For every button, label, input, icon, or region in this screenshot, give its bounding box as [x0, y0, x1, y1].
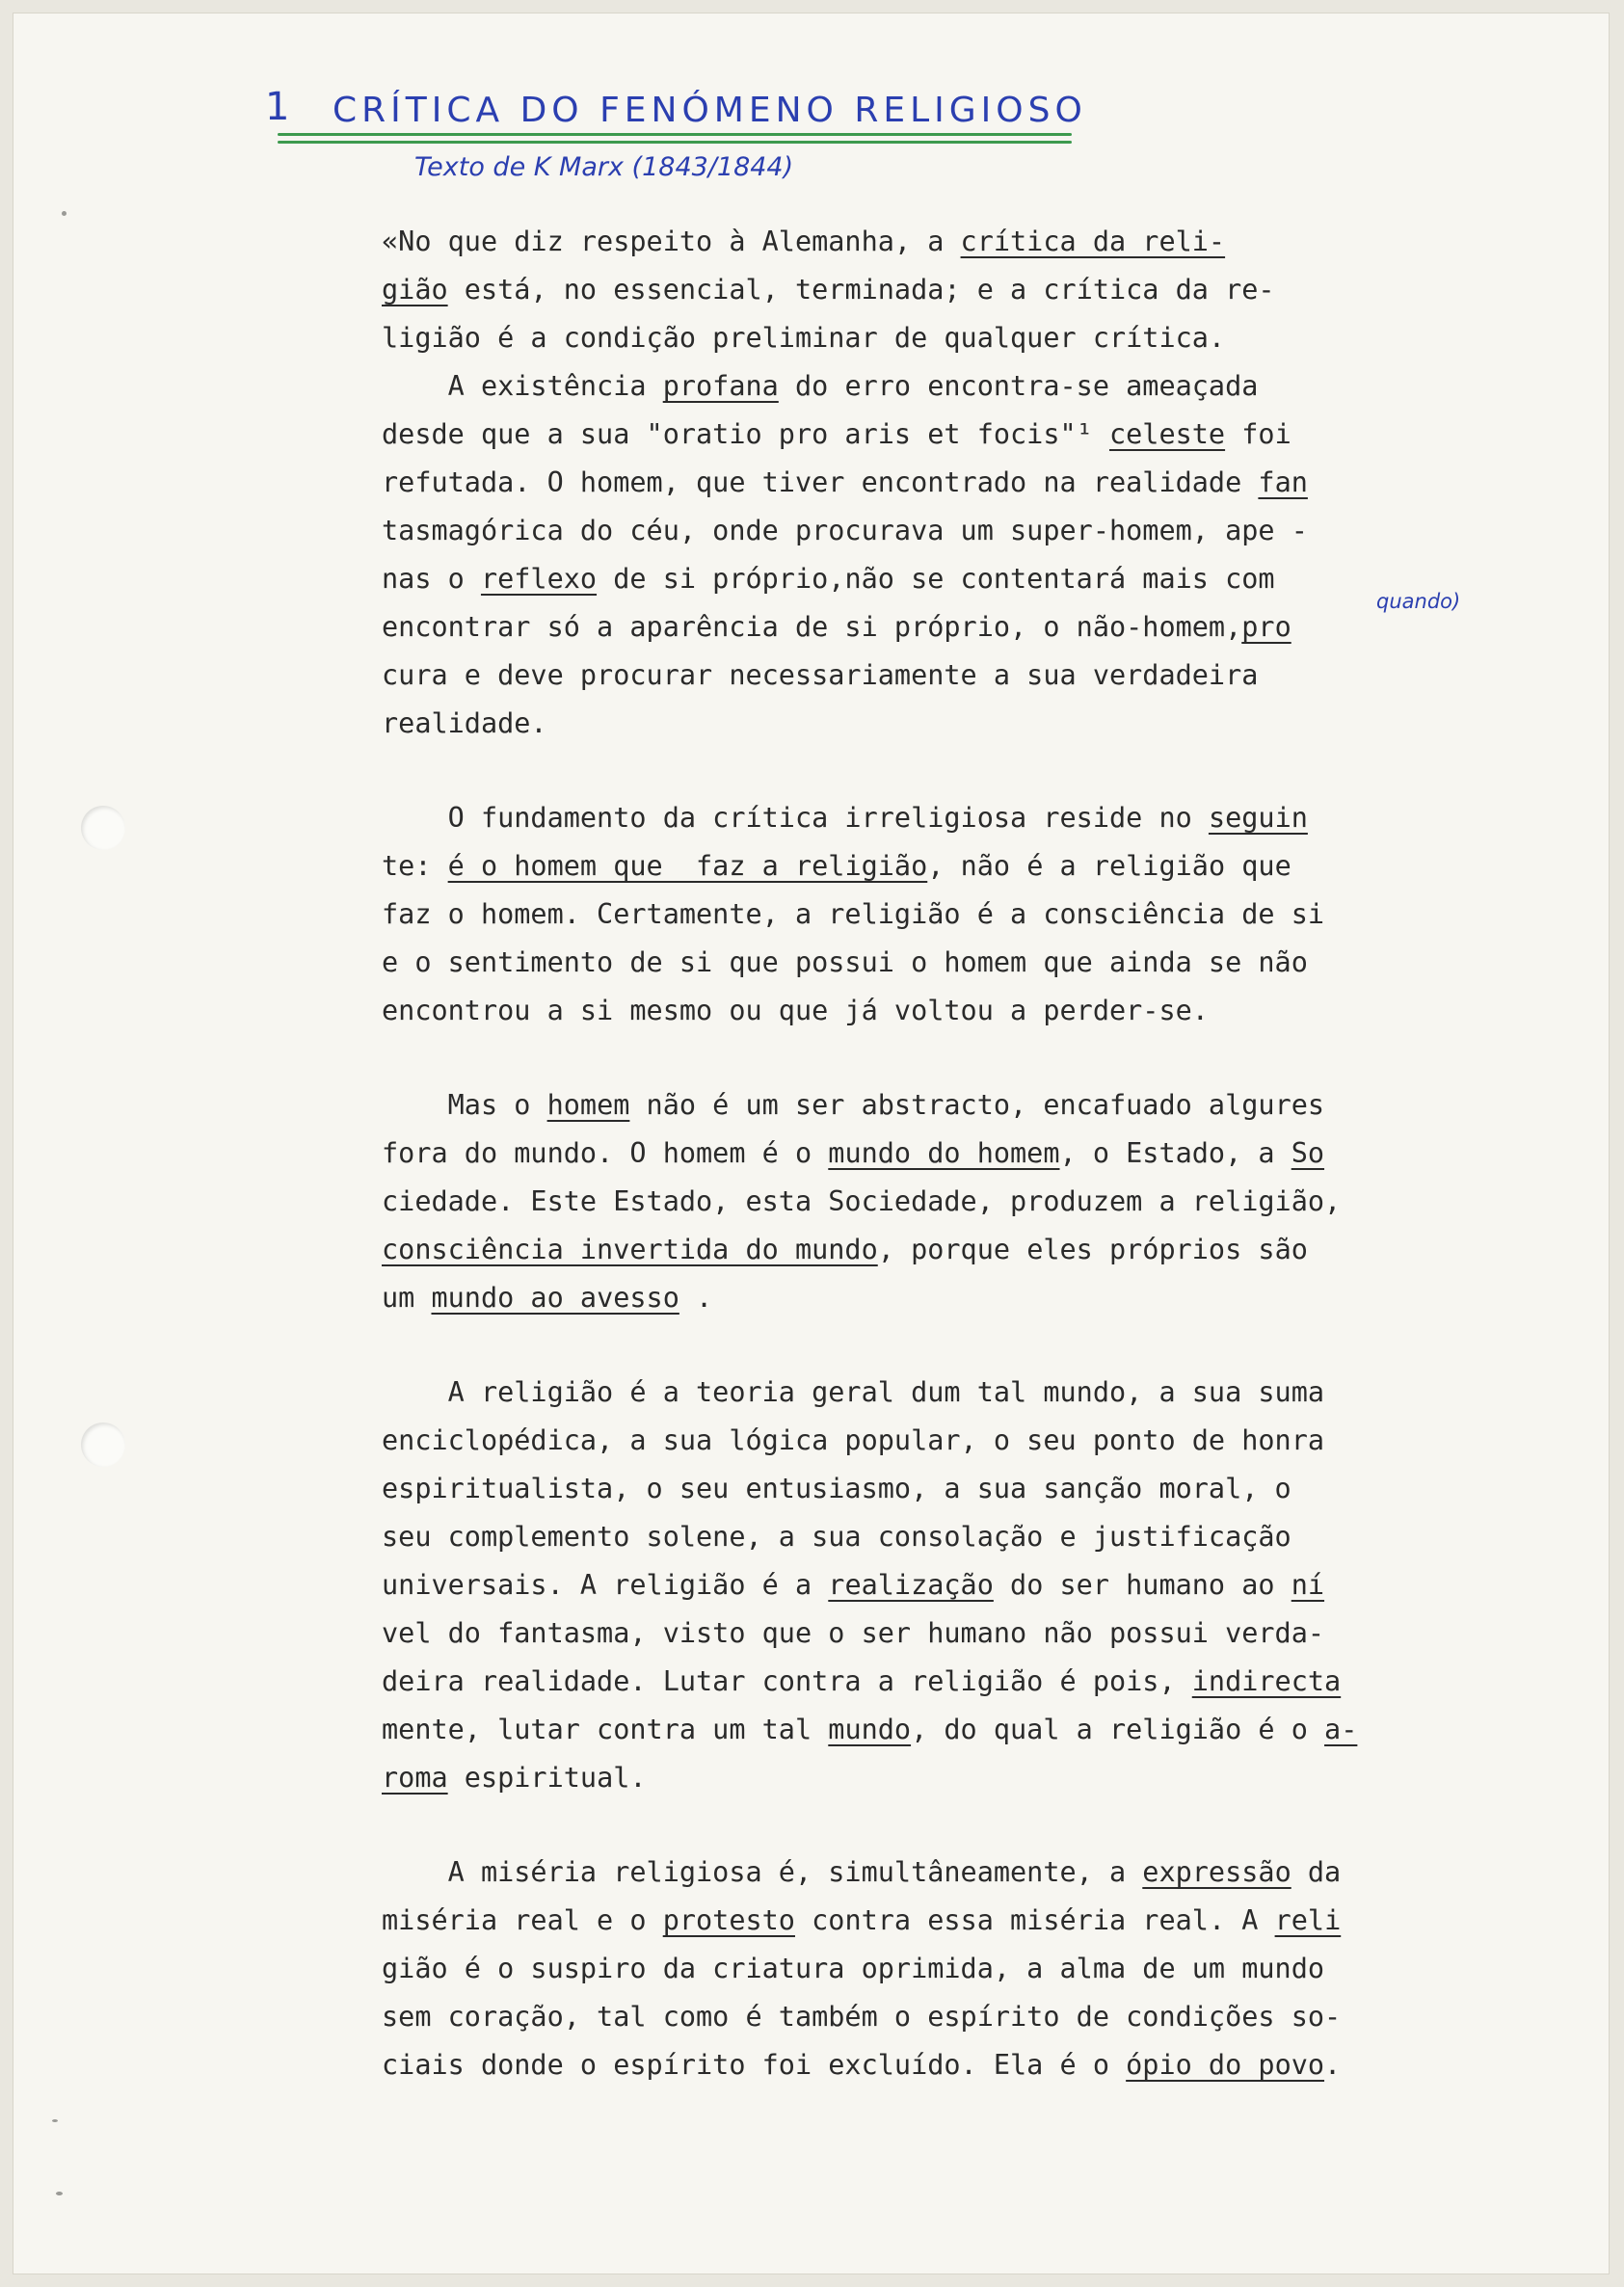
- underlined-text: expressão: [1142, 1856, 1291, 1888]
- underlined-text: celeste: [1108, 418, 1226, 450]
- text-line: [382, 700, 1514, 748]
- text-run: Mas o: [382, 1089, 547, 1121]
- text-run: refutada. O homem, que tiver encontrado na realidade: [382, 466, 1259, 498]
- text-run: espiritual.: [447, 1762, 647, 1794]
- text-line: [382, 987, 1514, 1035]
- text-line: [382, 362, 1514, 411]
- text-run: contra essa miséria real. A: [794, 1904, 1275, 1936]
- underlined-text: mundo do homem: [828, 1137, 1060, 1169]
- underlined-text: indirecta: [1191, 1665, 1342, 1697]
- text-run: A existência: [382, 370, 663, 402]
- text-run: desde que a sua "oratio pro aris et focis"¹: [382, 418, 1109, 450]
- text-line: [382, 218, 1514, 266]
- text-line: [382, 411, 1514, 459]
- punch-hole-bottom: [81, 1423, 125, 1467]
- underlined-text: fan: [1258, 466, 1308, 498]
- text-run: .: [1324, 2049, 1342, 2081]
- underlined-text: reflexo: [480, 563, 598, 595]
- text-run: vel do fantasma, visto que o ser humano não possui verda-: [382, 1617, 1325, 1649]
- handwritten-subtitle: Texto de K Marx (1843/1844): [414, 152, 794, 182]
- text-run: , do qual a religião é o: [911, 1714, 1325, 1745]
- text-line: [382, 1706, 1514, 1754]
- paper-speck: [52, 2119, 58, 2122]
- text-run: mente, lutar contra um tal: [382, 1714, 829, 1745]
- text-line: [382, 1609, 1514, 1658]
- underlined-text: mundo: [828, 1714, 912, 1745]
- paragraph: [382, 1081, 1514, 1322]
- text-run: um: [382, 1282, 432, 1314]
- text-line: [382, 1081, 1514, 1130]
- text-line: [382, 1658, 1514, 1706]
- underlined-text: seguin: [1208, 802, 1308, 834]
- text-line: [382, 459, 1514, 507]
- text-line: [382, 1848, 1514, 1897]
- text-run: fora do mundo. O homem é o: [382, 1137, 829, 1169]
- text-run: enciclopédica, a sua lógica popular, o seu ponto de honra: [382, 1424, 1325, 1456]
- underlined-text: ópio do povo: [1126, 2049, 1325, 2081]
- text-line: [382, 1754, 1514, 1802]
- text-line: [382, 314, 1514, 362]
- text-run: do erro encontra-se ameaçada: [778, 370, 1259, 402]
- text-run: realidade.: [382, 707, 547, 739]
- paper-speck: [56, 2192, 63, 2195]
- paragraph: [382, 1848, 1514, 2089]
- text-run: , o Estado, a: [1059, 1137, 1291, 1169]
- underlined-text: ní: [1291, 1569, 1325, 1601]
- handwritten-insertion: quando): [1376, 590, 1461, 613]
- text-line: [382, 1465, 1514, 1513]
- text-line: [382, 794, 1514, 842]
- text-line: [382, 266, 1514, 314]
- text-line: [382, 1369, 1514, 1417]
- paragraph-gap: [382, 1802, 1514, 1848]
- text-run: está, no essencial, terminada; e a crítica da re-: [447, 274, 1275, 306]
- text-line: [382, 507, 1514, 555]
- underlined-text: realização: [828, 1569, 994, 1601]
- text-run: da: [1291, 1856, 1342, 1888]
- paragraph: [382, 1369, 1514, 1802]
- underlined-text: reli: [1274, 1904, 1342, 1936]
- underlined-text: protesto: [662, 1904, 795, 1936]
- underlined-text: homem: [546, 1089, 630, 1121]
- underlined-text: roma: [382, 1762, 448, 1794]
- text-run: universais. A religião é a: [382, 1569, 829, 1601]
- text-line: [382, 939, 1514, 987]
- text-run: sem coração, tal como é também o espírito de condições so-: [382, 2001, 1342, 2033]
- text-run: te:: [382, 850, 448, 882]
- text-line: [382, 1417, 1514, 1465]
- text-run: A religião é a teoria geral dum tal mundo, a sua suma: [382, 1376, 1325, 1408]
- text-run: foi: [1225, 418, 1291, 450]
- punch-hole-top: [81, 806, 125, 850]
- paragraph-gap: [382, 1322, 1514, 1369]
- text-run: deira realidade. Lutar contra a religião é pois,: [382, 1665, 1192, 1697]
- handwritten-title: CRÍTICA DO FENÓMENO RELIGIOSO: [333, 91, 1087, 130]
- text-line: [382, 1178, 1514, 1226]
- text-line: [382, 842, 1514, 891]
- text-run: miséria real e o: [382, 1904, 663, 1936]
- paragraph-gap: [382, 748, 1514, 794]
- text-run: encontrar só a aparência de si próprio, o não-homem,: [382, 611, 1242, 643]
- text-line: [382, 1130, 1514, 1178]
- text-run: encontrou a si mesmo ou que já voltou a perder-se.: [382, 995, 1209, 1026]
- underlined-text: pro: [1241, 611, 1291, 643]
- underlined-text: a-: [1324, 1714, 1358, 1745]
- text-line: [382, 1226, 1514, 1274]
- text-run: , porque eles próprios são: [877, 1234, 1308, 1265]
- text-line: [382, 603, 1514, 652]
- underlined-text: So: [1291, 1137, 1325, 1169]
- text-run: faz o homem. Certamente, a religião é a consciência de si: [382, 898, 1325, 930]
- underlined-text: gião: [382, 274, 448, 306]
- text-line: [382, 1897, 1514, 1945]
- paragraph: [382, 794, 1514, 1035]
- text-line: [382, 1993, 1514, 2041]
- text-run: gião é o suspiro da criatura oprimida, a alma de um mundo: [382, 1953, 1325, 1984]
- text-line: [382, 1945, 1514, 1993]
- text-run: .: [679, 1282, 713, 1314]
- text-line: [382, 1274, 1514, 1322]
- text-line: [382, 1513, 1514, 1561]
- title-underline-second: [278, 141, 1072, 144]
- text-line: [382, 2041, 1514, 2089]
- text-line: [382, 1561, 1514, 1609]
- text-run: seu complemento solene, a sua consolação e justificação: [382, 1521, 1291, 1553]
- text-run: do ser humano ao: [993, 1569, 1291, 1601]
- text-line: [382, 891, 1514, 939]
- text-run: A miséria religiosa é, simultâneamente, a: [382, 1856, 1143, 1888]
- text-run: , não é a religião que: [927, 850, 1291, 882]
- underlined-text: consciência invertida do mundo: [382, 1234, 878, 1265]
- text-run: O fundamento da crítica irreligiosa reside no: [382, 802, 1209, 834]
- text-run: de si próprio,não se contentará mais com: [597, 563, 1275, 595]
- text-run: ciedade. Este Estado, esta Sociedade, produzem a religião,: [382, 1185, 1342, 1217]
- text-run: não é um ser abstracto, encafuado algures: [629, 1089, 1325, 1121]
- paragraph-gap: [382, 1035, 1514, 1081]
- paragraph: [382, 218, 1514, 748]
- underlined-text: crítica da reli-: [960, 226, 1226, 257]
- text-run: ligião é a condição preliminar de qualquer crítica.: [382, 322, 1226, 354]
- text-run: nas o: [382, 563, 481, 595]
- text-line: [382, 555, 1514, 603]
- underlined-text: profana: [662, 370, 779, 402]
- title-underline: [278, 133, 1072, 136]
- underlined-text: mundo ao avesso: [431, 1282, 679, 1314]
- text-run: tasmagórica do céu, onde procurava um super-homem, ape -: [382, 515, 1308, 546]
- text-run: espiritualista, o seu entusiasmo, a sua sanção moral, o: [382, 1473, 1291, 1504]
- text-run: ciais donde o espírito foi excluído. Ela é o: [382, 2049, 1127, 2081]
- text-run: e o sentimento de si que possui o homem que ainda se não: [382, 946, 1308, 978]
- paper-speck: [62, 211, 67, 216]
- text-run: cura e deve procurar necessariamente a sua verdadeira: [382, 659, 1259, 691]
- text-line: [382, 652, 1514, 700]
- typed-text-body: [382, 218, 1514, 2089]
- section-number: 1: [265, 85, 290, 129]
- text-run: «No que diz respeito à Alemanha, a: [382, 226, 961, 257]
- underlined-text: é o homem que faz a religião: [447, 850, 928, 882]
